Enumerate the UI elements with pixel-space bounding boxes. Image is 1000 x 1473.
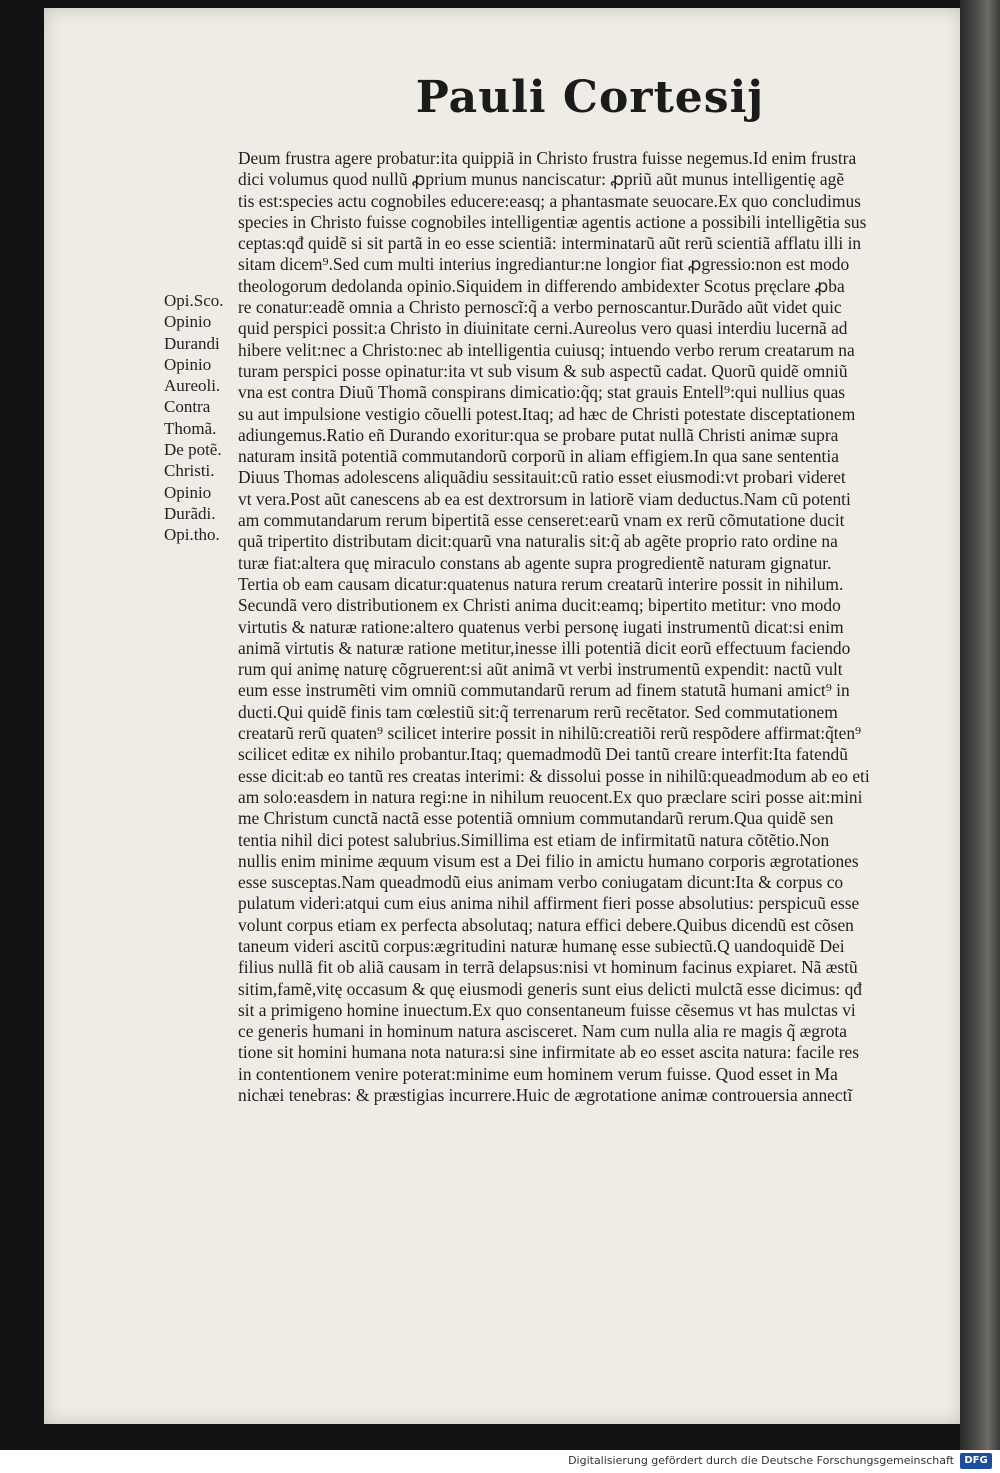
margin-note: Opinio — [164, 354, 212, 374]
text-line: volunt corpus etiam ex perfecta absolutaq; natura effici debere.Quibus dicendũ est cõsen — [238, 914, 854, 935]
text-line: quã tripertito distributam dicit:quarũ vna naturalis sit:q̃ ab agẽte proprio rato ordine na — [238, 531, 838, 552]
margin-note: Durandi — [164, 333, 220, 353]
dfg-logo-icon: DFG — [960, 1453, 992, 1469]
book-binding — [960, 0, 1000, 1450]
text-line: am solo:easdem in natura regi:ne in nihilum reuocent.Ex quo præclare sciri posse ait:mini — [238, 786, 863, 807]
text-line: in contentionem venire poterat:minime eum hominem verum fuisse. Quod esset in Ma — [238, 1063, 838, 1084]
text-line: ce generis humani in hominum natura ascisceret. Nam cum nulla alia re magis q̃ ægrota — [238, 1021, 847, 1042]
body-text — [238, 148, 928, 1106]
margin-note: Opinio — [164, 312, 212, 332]
text-line: Secundã vero distributionem ex Christi anima ducit:eamq; bipertito metitur: vno modo — [238, 595, 841, 616]
text-line: re conatur:eadẽ omnia a Christo pernoscĩ:q̃ a verbo pernoscantur.Durãdo aũt videt quic — [238, 297, 842, 318]
margin-note: Aureoli. — [164, 376, 221, 396]
text-line: eum esse instrumẽti vim omniũ commutandarũ rerum ad finem statutã humani amict⁹ in — [238, 680, 850, 701]
margin-note: De potẽ. — [164, 440, 222, 460]
text-line: species in Christo fuisse cognobiles intelligentiæ agentis actione a possibili intelligẽtia sus — [238, 211, 867, 232]
text-line: dici volumus quod nullũ ꝓprium munus nanciscatur: ꝓpriũ aũt munus intelligentię agẽ — [238, 169, 845, 190]
text-line: tentia nihil dici potest salubrius.Simillima est etiam de infirmitatũ natura cõtẽtio.Non — [238, 829, 830, 850]
text-line: hibere velit:nec a Christo:nec ab intelligentia cuiusq; intuendo verbo rerum creatarum na — [238, 339, 855, 360]
text-line: nichæi tenebras: & præstigias incurrere.Huic de ægrotatione animæ controuersia annectĩ — [238, 1085, 853, 1106]
text-line: esse susceptas.Nam queadmodũ eius animam verbo coniugatam dicunt:Ita & corpus co — [238, 872, 844, 893]
text-line: Diuus Thomas adolescens aliquãdiu sessitauit:cũ ratio esset eiusmodi:vt probari videret — [238, 467, 846, 488]
text-line: tis est:species actu cognobiles educere:easq; a phantasmate seuocare.Ex quo concludimus — [238, 190, 861, 211]
margin-note: Opi.tho. — [164, 525, 220, 545]
text-line: vna est contra Diuũ Thomã conspirans dimicatio:q̃q; stat grauis Entell⁹:qui nullius quas — [238, 382, 846, 403]
text-line: turam perspici posse opinatur:ita vt sub visum & sub aspectũ cadat. Quorũ quidẽ omniũ — [238, 360, 848, 381]
footer-bar — [0, 1450, 1000, 1473]
text-line: am commutandarum rerum bipertitã esse censeret:earũ vnam ex rerũ cõmutatione ducit — [238, 510, 845, 531]
footer-credit: Digitalisierung gefördert durch die Deutsche Forschungsgemeinschaft — [568, 1454, 954, 1467]
text-line: esse dicit:ab eo tantũ res creatas interimi: & dissolui posse in nihilũ:queadmodum ab eo eti — [238, 765, 870, 786]
text-line: tione sit homini humana nota natura:si sine infirmitate ab eo esset ascita natura: facile res — [238, 1042, 860, 1063]
margin-note: Durãdi. — [164, 503, 216, 523]
text-line: turæ fiat:altera quę miraculo constans ab agente supra progredientẽ naturam gignatur. — [238, 552, 832, 573]
text-line: filius nullã fit ob aliã causam in terrã delapsus:nisi vt hominum facinus expiaret. Nã æstũ — [238, 957, 858, 978]
text-line: quid perspici possit:a Christo in diuinitate cerni.Aureolus vero quasi interdiu lucernã ad — [238, 318, 848, 339]
text-line: taneum videri ascitũ corpus:ægritudini naturæ humanę esse subiectũ.Q uandoquidẽ Dei — [238, 935, 845, 956]
text-line: me Christum cunctã nactã esse potentiã omnium commutandarũ rerum.Qua quidẽ sen — [238, 808, 834, 829]
text-line: Tertia ob eam causam dicatur:quatenus natura rerum creatarũ interire possit in nihilum. — [238, 573, 844, 594]
text-line: rum qui animę naturę cõgruerent:si aũt animã vt verbi instrumentũ expendit: nactũ vult — [238, 659, 843, 680]
text-line: nullis enim minime æquum visum est a Dei filio in amictu humano corporis ægrotationes — [238, 850, 859, 871]
margin-note: Christi. — [164, 461, 215, 481]
text-line: sitam dicem⁹.Sed cum multi interius ingrediantur:ne longior fiat ꝓgressio:non est modo — [238, 254, 850, 275]
text-line: Deum frustra agere probatur:ita quippiã in Christo frustra fuisse negemus.Id enim frustra — [238, 148, 857, 168]
text-line: adiungemus.Ratio eñ Durando exoritur:qua se probare putat nullã Christi animæ supra — [238, 424, 839, 445]
margin-note: Thomã. — [164, 418, 217, 438]
page-heading: Pauli Cortesij — [415, 72, 765, 123]
text-line: animã virtutis & naturæ ratione metitur,inesse illi potentiã dicit eorũ effectuum faciendo — [238, 637, 851, 658]
text-line: naturam insitã potentiã commutandorũ corporũ in aliam effigiem.In qua sane sententia — [238, 446, 839, 467]
text-line: sit a primigeno homine inuectum.Ex quo consentaneum fuisse cẽsemus vt has mulctas vi — [238, 999, 856, 1020]
margin-note: Opinio — [164, 482, 212, 502]
margin-note: Opi.Sco. — [164, 291, 224, 310]
text-line: ceptas:qđ quidẽ si sit partã in eo esse scientiã: interminatarũ aũt rerũ scientiã afflatu illi in — [238, 233, 862, 254]
text-line: virtutis & naturæ ratione:altero quatenus verbi personę iugati instrumentũ dicat:si enim — [238, 616, 844, 637]
text-line: theologorum dedolanda opinio.Siquidem in differendo ambidexter Scotus pręclare ꝓba — [238, 275, 845, 296]
text-line: pulatum videri:atqui cum eius anima nihil affirment fieri posse absolutius: perspicuũ esse — [238, 893, 860, 914]
margin-notes — [164, 290, 244, 546]
text-line: sitim,famẽ,vitę occasum & quę eiusmodi generis sunt eius delicti mulctã esse dicimus: qđ — [238, 978, 862, 999]
text-line: vt vera.Post aũt canescens ab ea est dextrorsum in latiorẽ viam deductus.Nam cũ potenti — [238, 488, 851, 509]
text-line: creatarũ rerũ quaten⁹ scilicet interire possit in nihilũ:creatiõi rerũ respõdere affirmat:q̃ten⁹ — [238, 723, 862, 744]
text-line: scilicet editæ ex nihilo probantur.Itaq; quemadmodũ Dei tantũ creare interfit:Ita fatendũ — [238, 744, 848, 765]
margin-note: Contra — [164, 397, 211, 417]
text-line: su aut impulsione vestigio cõuelli potest.Itaq; ad hæc de Christi potestate disceptationem — [238, 403, 856, 424]
text-line: ducti.Qui quidẽ finis tam cœlestiũ sit:q̃ terrenarum rerũ recẽtator. Sed commutationem — [238, 701, 838, 722]
